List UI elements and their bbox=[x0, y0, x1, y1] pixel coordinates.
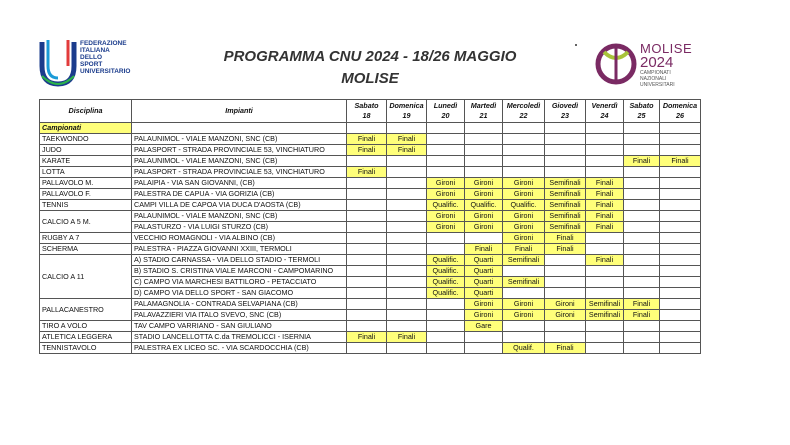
schedule-cell: Gironi bbox=[503, 233, 545, 244]
schedule-cell bbox=[660, 222, 701, 233]
header-day-2: Lunedì 20 bbox=[427, 100, 465, 123]
header-disciplina: Disciplina bbox=[40, 100, 132, 123]
schedule-cell bbox=[545, 332, 586, 343]
schedule-cell: Qualific. bbox=[503, 200, 545, 211]
schedule-cell bbox=[624, 321, 660, 332]
table-row bbox=[40, 156, 701, 167]
schedule-cell: Finali bbox=[586, 178, 624, 189]
schedule-cell: Finali bbox=[586, 255, 624, 266]
schedule-cell: Gironi bbox=[503, 189, 545, 200]
venue-cell: PALESTRA DE CAPUA - VIA GORIZIA (CB) bbox=[132, 189, 347, 200]
title-line-2: MOLISE bbox=[341, 70, 399, 87]
schedule-cell bbox=[503, 266, 545, 277]
schedule-cell bbox=[347, 277, 387, 288]
fedsport-wordmark bbox=[80, 40, 130, 75]
table-row bbox=[40, 211, 701, 222]
schedule-cell bbox=[347, 266, 387, 277]
venue-cell: PALAUNIMOL - VIALE MANZONI, SNC (CB) bbox=[132, 134, 347, 145]
schedule-cell: Gironi bbox=[545, 310, 586, 321]
schedule-cell bbox=[586, 145, 624, 156]
schedule-cell bbox=[586, 332, 624, 343]
discipline-cell: TIRO A VOLO bbox=[40, 321, 132, 332]
schedule-cell bbox=[503, 288, 545, 299]
schedule-cell: Gironi bbox=[465, 178, 503, 189]
schedule-cell: Gironi bbox=[427, 211, 465, 222]
venue-cell: D) CAMPO VIA DELLO SPORT - SAN GIACOMO bbox=[132, 288, 347, 299]
schedule-cell bbox=[347, 189, 387, 200]
table-row bbox=[40, 233, 701, 244]
schedule-cell bbox=[465, 145, 503, 156]
schedule-cell bbox=[347, 222, 387, 233]
table-row bbox=[40, 178, 701, 189]
table-row bbox=[40, 222, 701, 233]
header-day-3: Martedì 21 bbox=[465, 100, 503, 123]
schedule-cell bbox=[624, 244, 660, 255]
schedule-cell bbox=[624, 189, 660, 200]
schedule-cell: Finali bbox=[545, 343, 586, 354]
schedule-cell bbox=[586, 167, 624, 178]
schedule-cell bbox=[427, 310, 465, 321]
schedule-cell bbox=[503, 145, 545, 156]
schedule-cell: Semifinali bbox=[545, 189, 586, 200]
discipline-cell: CALCIO A 11 bbox=[40, 255, 132, 299]
schedule-cell: Gironi bbox=[465, 310, 503, 321]
schedule-cell: Gironi bbox=[427, 178, 465, 189]
schedule-cell: Gironi bbox=[503, 178, 545, 189]
schedule-cell bbox=[660, 255, 701, 266]
header-day-6: Venerdì 24 bbox=[586, 100, 624, 123]
schedule-cell: Gare bbox=[465, 321, 503, 332]
discipline-cell: PALLAVOLO F. bbox=[40, 189, 132, 200]
schedule-cell: Finali bbox=[545, 244, 586, 255]
venue-cell: PALAUNIMOL - VIALE MANZONI, SNC (CB) bbox=[132, 156, 347, 167]
table-row bbox=[40, 321, 701, 332]
venue-cell: PALASPORT - STRADA PROVINCIALE 53, VINCHIATURO bbox=[132, 167, 347, 178]
schedule-cell: Gironi bbox=[427, 222, 465, 233]
schedule-cell bbox=[427, 299, 465, 310]
schedule-cell bbox=[660, 233, 701, 244]
schedule-cell: Finali bbox=[347, 145, 387, 156]
schedule-cell bbox=[387, 343, 427, 354]
venue-cell: PALESTRA EX LICEO SC. - VIA SCARDOCCHIA (CB) bbox=[132, 343, 347, 354]
table-row bbox=[40, 332, 701, 343]
schedule-cell bbox=[586, 134, 624, 145]
schedule-cell: Quarti bbox=[465, 277, 503, 288]
schedule-cell bbox=[624, 167, 660, 178]
table-row bbox=[40, 189, 701, 200]
schedule-cell bbox=[586, 343, 624, 354]
discipline-cell: JUDO bbox=[40, 145, 132, 156]
schedule-cell bbox=[586, 233, 624, 244]
schedule-cell: Gironi bbox=[503, 211, 545, 222]
venue-cell: TAV CAMPO VARRIANO - SAN GIULIANO bbox=[132, 321, 347, 332]
schedule-cell bbox=[624, 145, 660, 156]
schedule-cell bbox=[545, 255, 586, 266]
table-row bbox=[40, 310, 701, 321]
fed-line-3: DELLO bbox=[80, 54, 103, 61]
schedule-table bbox=[39, 99, 701, 354]
schedule-cell bbox=[387, 310, 427, 321]
venue-cell: PALAMAGNOLIA - CONTRADA SELVAPIANA (CB) bbox=[132, 299, 347, 310]
schedule-cell: Finali bbox=[347, 134, 387, 145]
schedule-cell bbox=[387, 299, 427, 310]
schedule-cell bbox=[660, 244, 701, 255]
schedule-cell bbox=[660, 167, 701, 178]
schedule-cell bbox=[660, 178, 701, 189]
header-day-0: Sabato 18 bbox=[347, 100, 387, 123]
header-day-7: Sabato 25 bbox=[624, 100, 660, 123]
schedule-cell bbox=[427, 332, 465, 343]
schedule-cell bbox=[586, 156, 624, 167]
molise-tag-3: UNIVERSITARI bbox=[640, 82, 675, 88]
schedule-cell bbox=[347, 288, 387, 299]
schedule-cell bbox=[387, 167, 427, 178]
schedule-cell bbox=[660, 288, 701, 299]
discipline-cell: CALCIO A 5 M. bbox=[40, 211, 132, 233]
schedule-cell bbox=[503, 167, 545, 178]
schedule-cell bbox=[427, 145, 465, 156]
schedule-cell: Gironi bbox=[427, 189, 465, 200]
discipline-cell: RUGBY A 7 bbox=[40, 233, 132, 244]
schedule-cell bbox=[586, 277, 624, 288]
schedule-cell: Qualific. bbox=[427, 288, 465, 299]
schedule-cell: Finali bbox=[586, 211, 624, 222]
schedule-cell: Finali bbox=[465, 244, 503, 255]
schedule-cell bbox=[465, 167, 503, 178]
venue-cell: PALESTRA - PIAZZA GIOVANNI XXIII, TERMOLI bbox=[132, 244, 347, 255]
schedule-cell bbox=[465, 233, 503, 244]
schedule-cell: Gironi bbox=[465, 211, 503, 222]
venue-cell: PALASTURZO - VIA LUIGI STURZO (CB) bbox=[132, 222, 347, 233]
schedule-cell bbox=[465, 343, 503, 354]
schedule-cell bbox=[427, 233, 465, 244]
schedule-cell: Qualif. bbox=[503, 343, 545, 354]
schedule-cell bbox=[660, 343, 701, 354]
venue-cell: C) CAMPO VIA MARCHESI BATTILORO - PETACCIATO bbox=[132, 277, 347, 288]
schedule-cell: Semifinali bbox=[586, 310, 624, 321]
venue-cell: PALAIPIA - VIA SAN GIOVANNI, (CB) bbox=[132, 178, 347, 189]
schedule-cell bbox=[465, 134, 503, 145]
schedule-cell bbox=[545, 288, 586, 299]
table-row bbox=[40, 288, 701, 299]
schedule-cell bbox=[624, 233, 660, 244]
schedule-cell: Qualific. bbox=[427, 200, 465, 211]
table-row bbox=[40, 200, 701, 211]
schedule-cell bbox=[545, 145, 586, 156]
discipline-cell: TENNISTAVOLO bbox=[40, 343, 132, 354]
venue-cell: STADIO LANCELLOTTA C.da TREMOLICCI - ISERNIA bbox=[132, 332, 347, 343]
schedule-cell bbox=[624, 178, 660, 189]
schedule-cell bbox=[624, 222, 660, 233]
header-day-1: Domenica 19 bbox=[387, 100, 427, 123]
schedule-cell bbox=[387, 255, 427, 266]
schedule-cell bbox=[427, 343, 465, 354]
schedule-cell bbox=[624, 211, 660, 222]
discipline-cell: SCHERMA bbox=[40, 244, 132, 255]
schedule-cell bbox=[624, 332, 660, 343]
table-row bbox=[40, 244, 701, 255]
schedule-cell: Finali bbox=[347, 332, 387, 343]
schedule-cell bbox=[347, 156, 387, 167]
schedule-cell bbox=[427, 167, 465, 178]
header-row bbox=[40, 100, 701, 123]
venue-cell: CAMPI VILLA DE CAPOA VIA DUCA D'AOSTA (CB) bbox=[132, 200, 347, 211]
schedule-cell: Qualific. bbox=[427, 277, 465, 288]
venue-cell: PALAUNIMOL - VIALE MANZONI, SNC (CB) bbox=[132, 211, 347, 222]
venue-cell: VECCHIO ROMAGNOLI - VIA ALBINO (CB) bbox=[132, 233, 347, 244]
schedule-cell bbox=[660, 321, 701, 332]
schedule-cell bbox=[387, 233, 427, 244]
schedule-cell: Finali bbox=[387, 145, 427, 156]
schedule-cell: Gironi bbox=[545, 299, 586, 310]
schedule-cell: Gironi bbox=[503, 310, 545, 321]
fed-line-1: FEDERAZIONE bbox=[80, 40, 127, 47]
schedule-cell bbox=[387, 189, 427, 200]
schedule-cell bbox=[387, 222, 427, 233]
schedule-cell: Semifinali bbox=[545, 211, 586, 222]
table-row bbox=[40, 299, 701, 310]
schedule-cell bbox=[586, 244, 624, 255]
schedule-cell: Quarti bbox=[465, 266, 503, 277]
fed-line-4: SPORT bbox=[80, 61, 103, 68]
table-row bbox=[40, 167, 701, 178]
schedule-cell: Semifinali bbox=[503, 277, 545, 288]
schedule-cell bbox=[586, 321, 624, 332]
table-row bbox=[40, 277, 701, 288]
venue-cell: B) STADIO S. CRISTINA VIALE MARCONI - CAMPOMARINO bbox=[132, 266, 347, 277]
schedule-cell bbox=[660, 332, 701, 343]
schedule-cell bbox=[660, 134, 701, 145]
schedule-cell bbox=[465, 332, 503, 343]
schedule-cell bbox=[387, 244, 427, 255]
schedule-cell bbox=[347, 178, 387, 189]
schedule-cell bbox=[660, 200, 701, 211]
schedule-cell bbox=[624, 200, 660, 211]
fed-line-5: UNIVERSITARIO bbox=[80, 68, 131, 75]
schedule-cell: Semifinali bbox=[545, 200, 586, 211]
schedule-cell: Gironi bbox=[465, 222, 503, 233]
schedule-cell bbox=[660, 310, 701, 321]
molise-tag-1: CAMPIONATI bbox=[640, 70, 671, 76]
schedule-cell bbox=[624, 134, 660, 145]
schedule-cell bbox=[660, 211, 701, 222]
schedule-cell bbox=[624, 266, 660, 277]
schedule-cell: Finali bbox=[586, 200, 624, 211]
schedule-cell bbox=[347, 343, 387, 354]
schedule-cell bbox=[387, 321, 427, 332]
schedule-cell: Gironi bbox=[503, 222, 545, 233]
schedule-cell bbox=[347, 200, 387, 211]
molise-tag-2: NAZIONALI bbox=[640, 76, 667, 82]
schedule-cell: Finali bbox=[347, 167, 387, 178]
schedule-cell: Qualific. bbox=[427, 255, 465, 266]
header-impianti: Impianti bbox=[132, 100, 347, 123]
schedule-cell bbox=[347, 310, 387, 321]
schedule-cell bbox=[660, 299, 701, 310]
header-day-4: Mercoledì 22 bbox=[503, 100, 545, 123]
schedule-cell bbox=[347, 299, 387, 310]
schedule-cell bbox=[387, 200, 427, 211]
schedule-cell bbox=[427, 321, 465, 332]
schedule-cell: Quarti bbox=[465, 288, 503, 299]
schedule-cell: Finali bbox=[624, 310, 660, 321]
schedule-cell bbox=[624, 343, 660, 354]
schedule-cell: Semifinali bbox=[545, 222, 586, 233]
header-day-8: Domenica 26 bbox=[660, 100, 701, 123]
schedule-cell: Gironi bbox=[465, 299, 503, 310]
schedule-cell bbox=[503, 332, 545, 343]
schedule-cell bbox=[660, 266, 701, 277]
schedule-cell bbox=[660, 189, 701, 200]
table-row bbox=[40, 255, 701, 266]
schedule-cell: Finali bbox=[503, 244, 545, 255]
schedule-cell: Semifinali bbox=[586, 299, 624, 310]
schedule-cell bbox=[586, 266, 624, 277]
discipline-cell: TAEKWONDO bbox=[40, 134, 132, 145]
schedule-cell: Semifinali bbox=[503, 255, 545, 266]
schedule-cell bbox=[503, 134, 545, 145]
schedule-cell bbox=[586, 288, 624, 299]
fed-line-2: ITALIANA bbox=[80, 47, 110, 54]
schedule-cell bbox=[347, 244, 387, 255]
discipline-cell: TENNIS bbox=[40, 200, 132, 211]
schedule-cell bbox=[387, 156, 427, 167]
schedule-cell bbox=[387, 288, 427, 299]
molise-year: 2024 bbox=[640, 54, 674, 71]
venue-cell: A) STADIO CARNASSA - VIA DELLO STADIO - TERMOLI bbox=[132, 255, 347, 266]
schedule-cell bbox=[503, 156, 545, 167]
molise-wordmark bbox=[640, 42, 692, 88]
schedule-cell: Finali bbox=[624, 299, 660, 310]
stray-dot bbox=[575, 44, 577, 46]
schedule-cell bbox=[427, 244, 465, 255]
schedule-cell bbox=[624, 255, 660, 266]
schedule-cell: Quarti bbox=[465, 255, 503, 266]
schedule-cell bbox=[545, 266, 586, 277]
molise-name: MOLISE bbox=[640, 41, 693, 56]
schedule-cell: Qualific. bbox=[427, 266, 465, 277]
table-row bbox=[40, 145, 701, 156]
schedule-cell: Finali bbox=[586, 222, 624, 233]
table-row bbox=[40, 343, 701, 354]
schedule-cell: Finali bbox=[586, 189, 624, 200]
discipline-cell: PALLACANESTRO bbox=[40, 299, 132, 321]
schedule-cell bbox=[387, 266, 427, 277]
schedule-cell: Gironi bbox=[465, 189, 503, 200]
schedule-cell bbox=[387, 211, 427, 222]
section-row bbox=[40, 123, 701, 134]
schedule-cell bbox=[545, 321, 586, 332]
schedule-cell bbox=[347, 255, 387, 266]
schedule-cell: Finali bbox=[387, 332, 427, 343]
schedule-cell: Finali bbox=[545, 233, 586, 244]
schedule-cell bbox=[427, 156, 465, 167]
table-row bbox=[40, 134, 701, 145]
title-line-1: PROGRAMMA CNU 2024 - 18/26 MAGGIO bbox=[223, 48, 517, 65]
schedule-cell bbox=[503, 321, 545, 332]
schedule-cell: Qualific. bbox=[465, 200, 503, 211]
schedule-cell bbox=[624, 277, 660, 288]
schedule-cell bbox=[465, 156, 503, 167]
schedule-cell bbox=[545, 134, 586, 145]
page-title bbox=[190, 46, 550, 90]
schedule-body bbox=[40, 123, 701, 354]
schedule-cell bbox=[545, 167, 586, 178]
schedule-cell: Finali bbox=[660, 156, 701, 167]
schedule-cell bbox=[427, 134, 465, 145]
table-row bbox=[40, 266, 701, 277]
schedule-cell bbox=[545, 156, 586, 167]
schedule-cell bbox=[624, 288, 660, 299]
schedule-cell bbox=[347, 233, 387, 244]
discipline-cell: KARATE bbox=[40, 156, 132, 167]
schedule-cell: Finali bbox=[387, 134, 427, 145]
schedule-cell bbox=[387, 178, 427, 189]
discipline-cell: ATLETICA LEGGERA bbox=[40, 332, 132, 343]
schedule-cell: Finali bbox=[624, 156, 660, 167]
schedule-cell bbox=[347, 211, 387, 222]
schedule-cell bbox=[347, 321, 387, 332]
discipline-cell: LOTTA bbox=[40, 167, 132, 178]
schedule-cell: Gironi bbox=[503, 299, 545, 310]
schedule-cell bbox=[545, 277, 586, 288]
section-label: Campionati bbox=[40, 123, 132, 134]
schedule-cell bbox=[660, 145, 701, 156]
venue-cell: PALASPORT - STRADA PROVINCIALE 53, VINCHIATURO bbox=[132, 145, 347, 156]
schedule-cell: Semifinali bbox=[545, 178, 586, 189]
header-day-5: Giovedì 23 bbox=[545, 100, 586, 123]
discipline-cell: PALLAVOLO M. bbox=[40, 178, 132, 189]
schedule-cell bbox=[387, 277, 427, 288]
venue-cell: PALAVAZZIERI VIA ITALO SVEVO, SNC (CB) bbox=[132, 310, 347, 321]
schedule-cell bbox=[660, 277, 701, 288]
